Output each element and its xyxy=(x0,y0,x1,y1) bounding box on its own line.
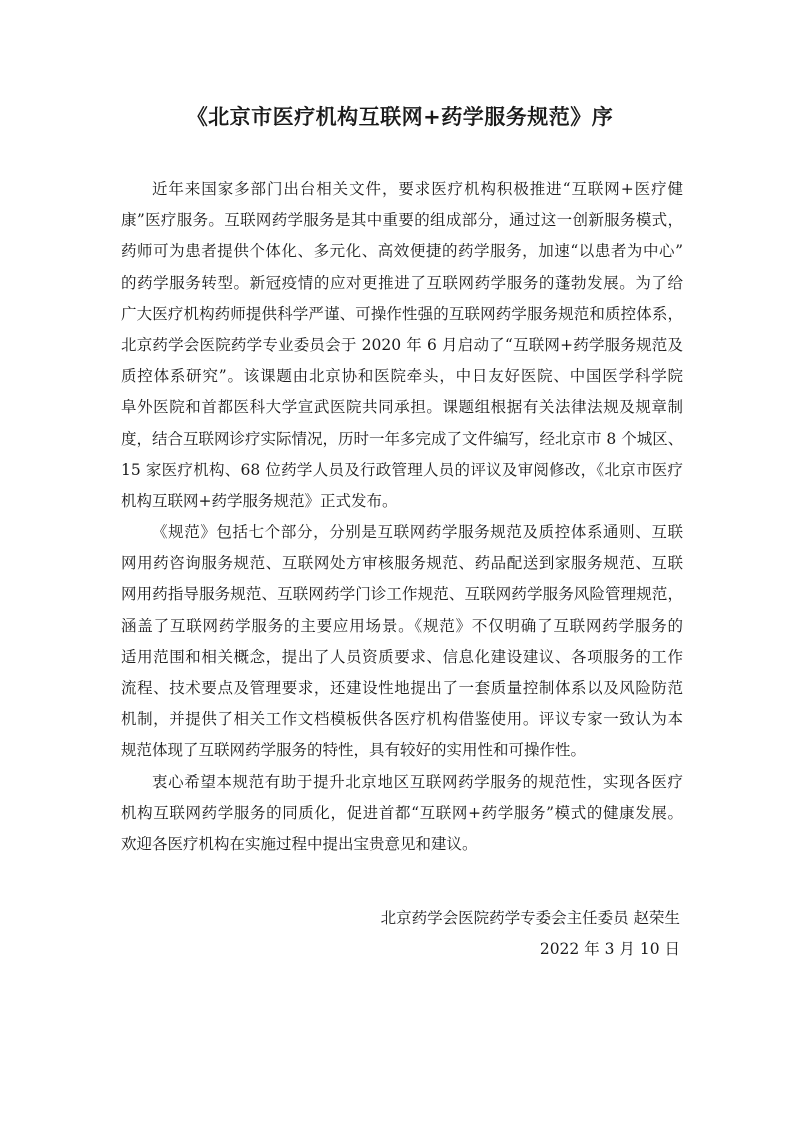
text-line: 流程、技术要点及管理要求，还建设性地提出了一套质量控制体系以及风险防范 xyxy=(121,679,683,697)
preface-body xyxy=(121,174,683,860)
text-line: 《规范》包括七个部分，分别是互联网药学服务规范及质控体系通则、互联 xyxy=(152,523,683,542)
text-line: 网用药咨询服务规范、互联网处方审核服务规范、药品配送到家服务规范、互联 xyxy=(121,554,683,573)
signature-block xyxy=(381,903,680,965)
paragraph-3 xyxy=(121,767,683,861)
text-line: 适用范围和相关概念，提出了人员资质要求、信息化建设建议、各项服务的工作 xyxy=(121,647,683,666)
text-line: 15 家医疗机构、68 位药学人员及行政管理人员的评议及审阅修改，《北京市医疗 xyxy=(121,460,683,479)
page-title: 《北京市医疗机构互联网+药学服务规范》序 xyxy=(186,105,614,129)
text-line: 网用药指导服务规范、互联网药学门诊工作规范、互联网药学服务风险管理规范， xyxy=(121,585,683,604)
text-line: 质控体系研究”。该课题由北京协和医院牵头，中日友好医院、中国医学科学院 xyxy=(121,367,683,386)
text-line: 规范体现了互联网药学服务的特性，具有较好的实用性和可操作性。 xyxy=(121,741,587,760)
text-line: 涵盖了互联网药学服务的主要应用场景。《规范》不仅明确了互联网药学服务的 xyxy=(121,616,683,635)
signature-author: 北京药学会医院药学专委会主任委员 赵荣生 xyxy=(380,909,680,927)
text-line: 机构互联网药学服务的同质化，促进首都“互联网+药学服务”模式的健康发展。 xyxy=(121,803,683,822)
paragraph-1 xyxy=(121,174,683,517)
text-line: 衷心希望本规范有助于提升北京地区互联网药学服务的规范性，实现各医疗 xyxy=(152,772,683,791)
text-line: 度，结合互联网诊疗实际情况，历时一年多完成了文件编写，经北京市 8 个城区、 xyxy=(121,429,684,448)
text-line: 欢迎各医疗机构在实施过程中提出宝贵意见和建议。 xyxy=(121,834,478,853)
text-line: 广大医疗机构药师提供科学严谨、可操作性强的互联网药学服务规范和质控体系， xyxy=(121,304,683,323)
text-line: 机构互联网+药学服务规范》正式发布。 xyxy=(121,491,398,510)
text-line: 的药学服务转型。新冠疫情的应对更推进了互联网药学服务的蓬勃发展。为了给 xyxy=(121,273,683,292)
text-line: 阜外医院和首都医科大学宣武医院共同承担。课题组根据有关法律法规及规章制 xyxy=(121,398,683,417)
text-line: 机制，并提供了相关工作文档模板供各医疗机构借鉴使用。评议专家一致认为本 xyxy=(121,710,683,729)
text-line: 近年来国家多部门出台相关文件，要求医疗机构积极推进“互联网+医疗健 xyxy=(152,180,683,198)
text-line: 药师可为患者提供个体化、多元化、高效便捷的药学服务，加速“以患者为中心” xyxy=(121,242,683,261)
text-line: 康”医疗服务。互联网药学服务是其中重要的组成部分，通过这一创新服务模式， xyxy=(121,211,683,230)
paragraph-2 xyxy=(121,517,683,767)
signature-date: 2022 年 3 月 10 日 xyxy=(539,940,680,959)
text-line: 北京药学会医院药学专业委员会于 2020 年 6 月启动了“互联网+药学服务规范及 xyxy=(121,335,683,354)
